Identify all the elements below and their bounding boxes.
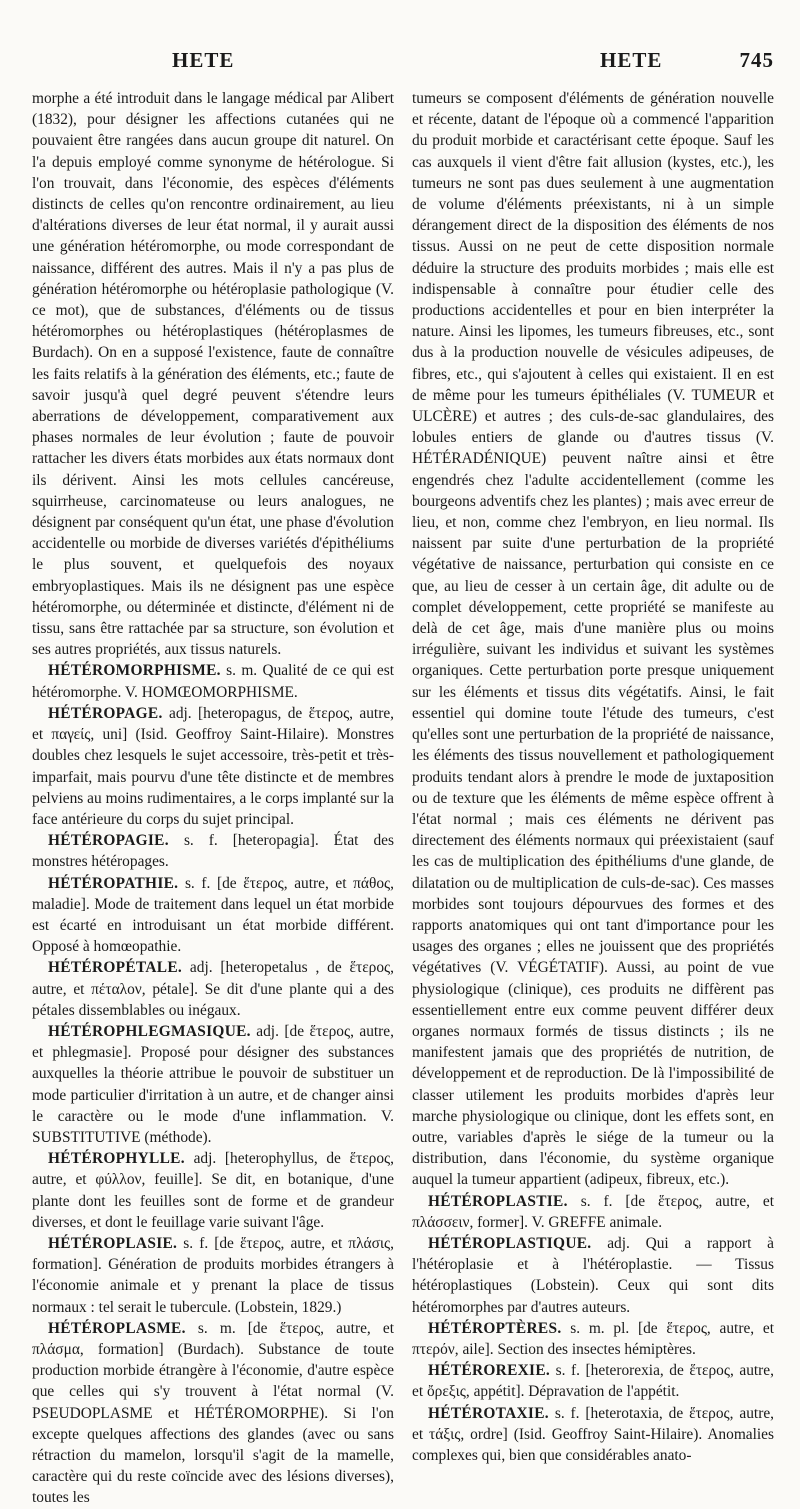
- page-number: 745: [739, 48, 774, 72]
- entry-headword: HÉTÉROREXIE.: [428, 1362, 551, 1380]
- dictionary-entry: [32, 1021, 394, 1148]
- entry-text: s. f. [heteropagia]. État des monstres hétéropages.: [32, 832, 394, 871]
- running-head-right: HETE: [600, 48, 663, 72]
- dictionary-entry: [32, 1318, 394, 1509]
- entry-headword: HÉTÉROPLASIE.: [48, 1234, 178, 1252]
- entry-headword: HÉTÉROPATHIE.: [48, 874, 179, 892]
- running-head-left: HETE: [172, 48, 235, 72]
- dictionary-entry: [32, 873, 394, 958]
- entry-headword: HÉTÉROPLASTIE.: [428, 1192, 568, 1210]
- entry-headword: HÉTÉROPAGE.: [48, 704, 163, 722]
- entry-text: adj. [heteropetalus , de ἕτερος, autre, et πέταλον, pétale]. Se dit d'une plante qui a des pétales dissemblables ou inégaux.: [32, 959, 394, 1019]
- entry-text: s. f. [de ἕτερος, autre, et πάθος, maladie]. Mode de traitement dans lequel un état morbide est écarté en introduisant un état morbide différent. Opposé à homœopathie.: [32, 874, 394, 956]
- dictionary-entry: [412, 1233, 774, 1318]
- entry-headword: HÉTÉROMORPHISME.: [48, 662, 221, 680]
- entry-text: adj. [de ἕτερος, autre, et phlegmasie]. Proposé pour désigner des substances auxquelles la théorie attribue le pouvoir de substituer un mode particulier d'irritation à un autre, et de changer ainsi le caractère ou le mode d'une inflammation. V. SUBSTITUTIVE (méthode).: [32, 1022, 394, 1146]
- entry-headword: HÉTÉROPHLEGMASIQUE.: [48, 1022, 251, 1040]
- entry-continuation: [32, 88, 394, 660]
- entry-text: s. f. [de ἕτερος, autre, et πλάσις, formation]. Génération de produits morbides étrangers à l'économie animale et y prenant la place de tissus normaux : tel serait le tubercule. (Lobstein, 1829.): [32, 1234, 394, 1316]
- entry-text: s. f. [heterotaxia, de ἕτερος, autre, et τάξις, ordre] (Isid. Geoffroy Saint-Hilaire). Anomalies complexes qui, bien que considérables anato-: [412, 1404, 774, 1464]
- entry-headword: HÉTÉROPHYLLE.: [48, 1150, 185, 1168]
- entry-text: adj. Qui a rapport à l'hétéroplasie et à l'hétéroplastie. — Tissus hétéroplastiques (Lobstein). Ceux qui sont dits hétéromorphes par d'autres auteurs.: [412, 1234, 774, 1316]
- entry-text: s. m. pl. [de ἕτερος, autre, et πτερόν, aile]. Section des insectes hémiptères.: [412, 1319, 774, 1358]
- right-column: [412, 88, 774, 1509]
- entry-headword: HÉTÉROPLASME.: [48, 1319, 186, 1337]
- entry-headword: HÉTÉROPTÈRES.: [428, 1319, 562, 1337]
- entry-continuation: [412, 88, 774, 1191]
- dictionary-entry: [412, 1318, 774, 1360]
- dictionary-entry: [412, 1191, 774, 1233]
- dictionary-entry: [412, 1403, 774, 1467]
- entry-text: s. f. [de ἕτερος, autre, et πλάσσειν, former]. V. GREFFE animale.: [412, 1192, 774, 1231]
- entry-text: morphe a été introduit dans le langage médical par Alibert (1832), pour désigner les affections cutanées qui ne pouvaient être rangées dans aucun groupe dit naturel. On l'a depuis employé comme synonyme de hétérologue. Si l'on trouvait, dans l'économie, des espèces d'éléments distincts de celles qu'on rencontre ordinairement, au lieu d'altérations diverses de leur état normal, il y aurait aussi une génération hétéromorphe, ou mode correspondant de naissance, différent des autres. Mais il n'y a pas plus de génération hétéromorphe ou hétéroplasie pathologique (V. ce mot), que de substances, d'éléments ou de tissus hétéromorphes ou hétéroplastiques (hétéroplasmes de Burdach). On en a supposé l'existence, faute de connaître les faits relatifs à la génération des éléments, etc.; faute de savoir jusqu'à quel degré peuvent s'étendre leurs aberrations de développement, comparativement aux phases normales de leur évolution ; faute de pouvoir rattacher les divers états morbides aux états normaux dont ils dérivent. Ainsi les mots cellules cancéreuse, squirrheuse, carcinomateuse ou leurs analogues, ne désignent par conséquent qu'un état, une phase d'évolution accidentelle ou morbide de diverses variétés d'épithéliums le plus souvent, et quelquefois des noyaux embryoplastiques. Mais ils ne désignent pas une espèce hétéromorphe, ou déterminée et distincte, d'élément ni de tissu, sans être rattachée par sa structure, son évolution et ses autres propriétés, aux tissus naturels.: [32, 90, 394, 659]
- entry-headword: HÉTÉROTAXIE.: [428, 1404, 549, 1422]
- entry-text: s. m. Qualité de ce qui est hétéromorphe. V. HOMŒOMORPHISME.: [32, 662, 394, 701]
- dictionary-entry: [32, 957, 394, 1021]
- left-column: [32, 88, 394, 1509]
- entry-text: tumeurs se composent d'éléments de génération nouvelle et récente, datant de l'époque où a commencé l'apparition du produit morbide et caractérisant cette époque. Sauf les cas auxquels il vient d'être fait allusion (kystes, etc.), les tumeurs ne sont pas dues seulement à une augmentation de volume d'éléments préexistants, ni à un simple dérangement direct de la disposition des éléments de nos tissus. Aussi on ne peut de cette disposition normale déduire la structure des produits morbides ; mais elle est indispensable à connaître pour étudier celle des productions accidentelles et pour en bien interpréter la nature. Ainsi les lipomes, les tumeurs fibreuses, etc., sont dus à la production nouvelle de vésicules adipeuses, de fibres, etc., qui s'ajoutent à celles qui existaient. Il en est de même pour les tumeurs épithéliales (V. TUMEUR et ULCÈRE) et autres ; des culs-de-sac glandulaires, des lobules entiers de glande ou d'autres tissus (V. HÉTÉRADÉNIQUE) peuvent naître ainsi et être engendrés chez l'adulte accidentellement (comme les bourgeons adventifs chez les plantes) ; mais avec erreur de lieu, et non, comme chez l'embryon, en lieu normal. Ils naissent par suite d'une perturbation de la propriété végétative de naissance, perturbation qui consiste en ce que, au lieu de cesser à un certain âge, dit adulte ou de complet développement, cette propriété se manifeste au delà de cet âge, mais d'une manière plus ou moins irrégulière, suivant les individus et suivant les systèmes organiques. Cette perturbation porte presque uniquement sur les éléments et tissus dits végétatifs. Ainsi, le fait essentiel qui domine toute l'étude des tumeurs, c'est qu'elles sont une perturbation de la propriété de naissance, les éléments des tissus nouvellement et pathologiquement produits tendant alors à prendre le mode de juxtaposition ou de texture que les éléments de même espèce offrent à l'état normal ; mais ces éléments ne dérivent pas directement des éléments normaux qui préexistaient (sauf les cas de multiplication des épithéliums d'une glande, de dilatation ou de multiplication de culs-de-sac). Ces masses morbides sont toujours dépourvues des formes et des rapports anatomiques qui ont tant d'importance pour les usages des organes ; elles ne jouissent que des propriétés végétatives (V. VÉGÉTATIF). Aussi, au point de vue physiologique (clinique), ces produits ne diffèrent pas essentiellement entre eux comme peuvent différer deux organes normaux formés de tissus distincts ; ils ne manifestent jamais que des propriétés de nutrition, de développement et de reproduction. De là l'impossibilité de classer utilement les produits morbides d'après leur marche physiologique ou clinique, dont les effets sont, en outre, variables d'après le siége de la tumeur ou la distribution, dans l'économie, du système organique auquel la tumeur appartient (adipeux, fibreux, etc.).: [412, 90, 774, 1189]
- entry-text: s. f. [heterorexia, de ἕτερος, autre, et ὄρεξις, appétit]. Dépravation de l'appétit.: [412, 1362, 774, 1401]
- dictionary-entry: [32, 660, 394, 702]
- entry-text: s. m. [de ἕτερος, autre, et πλάσμα, formation] (Burdach). Substance de toute production morbide étrangère à l'économie, d'autre espèce que celles qui s'y trouvent à l'état normal (V. PSEUDOPLASME et HÉTÉROMORPHE). Si l'on excepte quelques affections des glandes (avec ou sans rétraction du mamelon, lorsqu'il s'agit de la mamelle, caractère qui du reste coïncide avec des lésions diverses), toutes les: [32, 1319, 394, 1507]
- text-columns: [32, 88, 774, 1509]
- dictionary-entry: [32, 830, 394, 872]
- dictionary-entry: [32, 703, 394, 830]
- running-header: [32, 48, 774, 88]
- dictionary-entry: [32, 1233, 394, 1318]
- entry-headword: HÉTÉROPAGIE.: [48, 832, 169, 850]
- entry-headword: HÉTÉROPÉTALE.: [48, 959, 183, 977]
- entry-headword: HÉTÉROPLASTIQUE.: [428, 1234, 592, 1252]
- dictionary-entry: [412, 1360, 774, 1402]
- entry-text: adj. [heterophyllus, de ἕτερος, autre, et φύλλον, feuille]. Se dit, en botanique, d'une plante dont les feuilles sont de forme et de grandeur diverses, et dont le feuillage varie suivant l'âge.: [32, 1150, 394, 1231]
- dictionary-entry: [32, 1148, 394, 1233]
- entry-text: adj. [heteropagus, de ἕτερος, autre, et παγείς, uni] (Isid. Geoffroy Saint-Hilaire). Monstres doubles chez lesquels le sujet accessoire, très-petit et très-imparfait, mais pourvu d'une tête distincte et de membres pelviens au moins rudimentaires, a le corps implanté sur la face antérieure du corps du sujet principal.: [32, 704, 394, 828]
